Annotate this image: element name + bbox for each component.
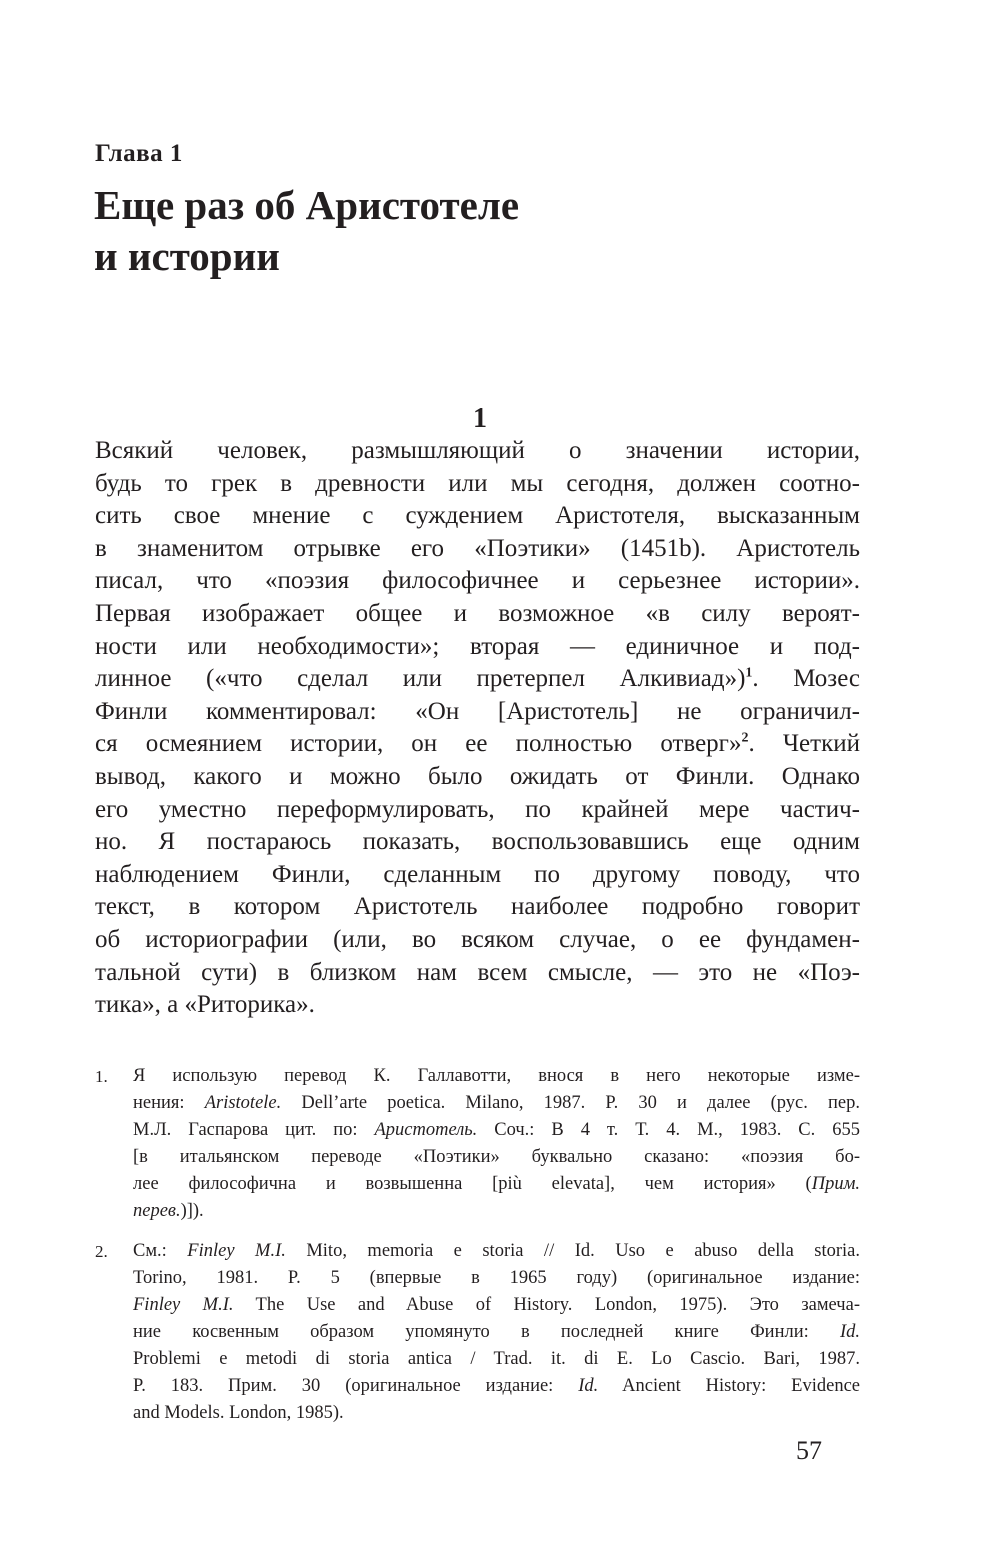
footnote-line (133, 1090, 860, 1117)
footnote-line (133, 1319, 860, 1346)
body-line-suffix: . Четкий (748, 730, 860, 758)
footnote-text: лее философична и возвышенна [più elevata], чем история» ( (133, 1174, 812, 1194)
body-line: в знаменитом отрывке его «Поэтики» (1451b). Аристотель (95, 534, 860, 562)
footnote-italic: Аристотель. (374, 1120, 478, 1140)
body-line: текст, в котором Аристотель наиболее подробно говорит (95, 893, 860, 921)
body-line-with-note (95, 663, 860, 696)
footnote-line: Я использую перевод К. Галлавотти, внося в него некоторые изме- (133, 1066, 860, 1086)
body-line: но. Я постараюсь показать, воспользовавшись еще одним (95, 828, 860, 856)
body-line: вывод, какого и можно было ожидать от Финли. Однако (95, 762, 860, 790)
footnote-text: Ancient History: Evidence (598, 1376, 860, 1396)
footnote-text: Dell’arte poetica. Milano, 1987. P. 30 и далее (рус. пер. (281, 1093, 860, 1113)
footnote-text: Соч.: В 4 т. Т. 4. М., 1983. С. 655 (477, 1120, 860, 1140)
footnote-line (133, 1292, 860, 1319)
body-paragraph (95, 435, 860, 1022)
footnote-line: [в итальянском переводе «Поэтики» буквально сказано: «поэзия бо- (133, 1147, 860, 1167)
footnote-text: Mito, memoria e storia // Id. Uso e abuso della storia. (285, 1241, 860, 1261)
footnote-italic: Aristotele. (204, 1093, 282, 1113)
footnote-text: М.Л. Гаспарова цит. по: (133, 1120, 375, 1140)
footnotes (95, 1063, 860, 1440)
body-line: Первая изображает общее и возможное «в силу вероят- (95, 599, 860, 627)
chapter-title (94, 180, 894, 282)
body-line-text: ся осмеянием истории, он ее полностью отверг» (95, 730, 742, 758)
footnote-line (133, 1198, 860, 1225)
body-line: об историографии (или, во всяком случае, о ее фундамен- (95, 925, 860, 953)
footnote-text: P. 183. Прим. 30 (оригинальное издание: (133, 1376, 579, 1396)
footnote-number: 1. (95, 1067, 108, 1086)
body-line: Финли комментировал: «Он [Аристотель] не ограничил- (95, 697, 860, 725)
footnote-italic: Прим. (811, 1174, 860, 1194)
footnote-line: Problemi e metodi di storia antica / Trad. it. di E. Lo Cascio. Bari, 1987. (133, 1349, 860, 1369)
footnote-italic: Id. (839, 1322, 860, 1342)
footnote-line (133, 1373, 860, 1400)
footnote-line (133, 1171, 860, 1198)
section-number: 1 (473, 403, 487, 434)
body-line: писал, что «поэзия философичнее и серьезнее истории». (95, 567, 860, 595)
body-line: будь то грек в древности или мы сегодня, должен соотно- (95, 469, 860, 497)
footnote-text: нения: (133, 1093, 205, 1113)
footnote-italic: Finley M.I. (187, 1241, 286, 1261)
body-line: Всякий человек, размышляющий о значении истории, (95, 437, 860, 464)
body-line-with-note (95, 728, 860, 761)
footnote-number: 2. (95, 1242, 108, 1261)
body-line-suffix: . Мозес (752, 665, 861, 693)
footnote-2 (95, 1238, 860, 1427)
body-line: наблюдением Финли, сделанным по другому поводу, что (95, 860, 860, 888)
footnote-italic: Id. (578, 1376, 599, 1396)
body-line-text: линное («что сделал или претерпел Алкивиад») (95, 665, 746, 693)
footnote-line (133, 1238, 860, 1265)
footnote-line (133, 1117, 860, 1144)
footnote-ref-1[interactable]: 1 (745, 665, 753, 681)
chapter-title-line: и истории (94, 233, 280, 279)
footnote-line: and Models. London, 1985). (133, 1403, 344, 1423)
footnote-text: )]). (180, 1201, 204, 1221)
chapter-label: Глава 1 (95, 140, 183, 167)
footnote-text: См.: (133, 1241, 188, 1261)
page-number: 57 (796, 1436, 822, 1465)
footnote-italic: Finley M.I. (133, 1295, 234, 1315)
footnote-ref-2[interactable]: 2 (741, 731, 749, 747)
footnote-italic: перев. (133, 1201, 181, 1221)
footnote-line: Torino, 1981. P. 5 (впервые в 1965 году) (оригинальное издание: (133, 1268, 860, 1288)
body-line: тальной сути) в близком нам всем смысле, — это не «Поэ- (95, 958, 860, 986)
body-line: тика», а «Риторика». (95, 991, 315, 1019)
body-line: его уместно переформулировать, по крайней мере частич- (95, 795, 860, 823)
body-line: ности или необходимости»; вторая — единичное и под- (95, 632, 860, 660)
footnote-1 (95, 1063, 860, 1225)
footnote-text: ние косвенным образом упомянуто в последней книге Финли: (133, 1322, 840, 1342)
chapter-title-line: Еще раз об Аристотеле (94, 182, 520, 228)
footnote-text: The Use and Abuse of History. London, 1975). Это замеча- (233, 1295, 860, 1315)
body-line: сить свое мнение с суждением Аристотеля, высказанным (95, 502, 860, 530)
